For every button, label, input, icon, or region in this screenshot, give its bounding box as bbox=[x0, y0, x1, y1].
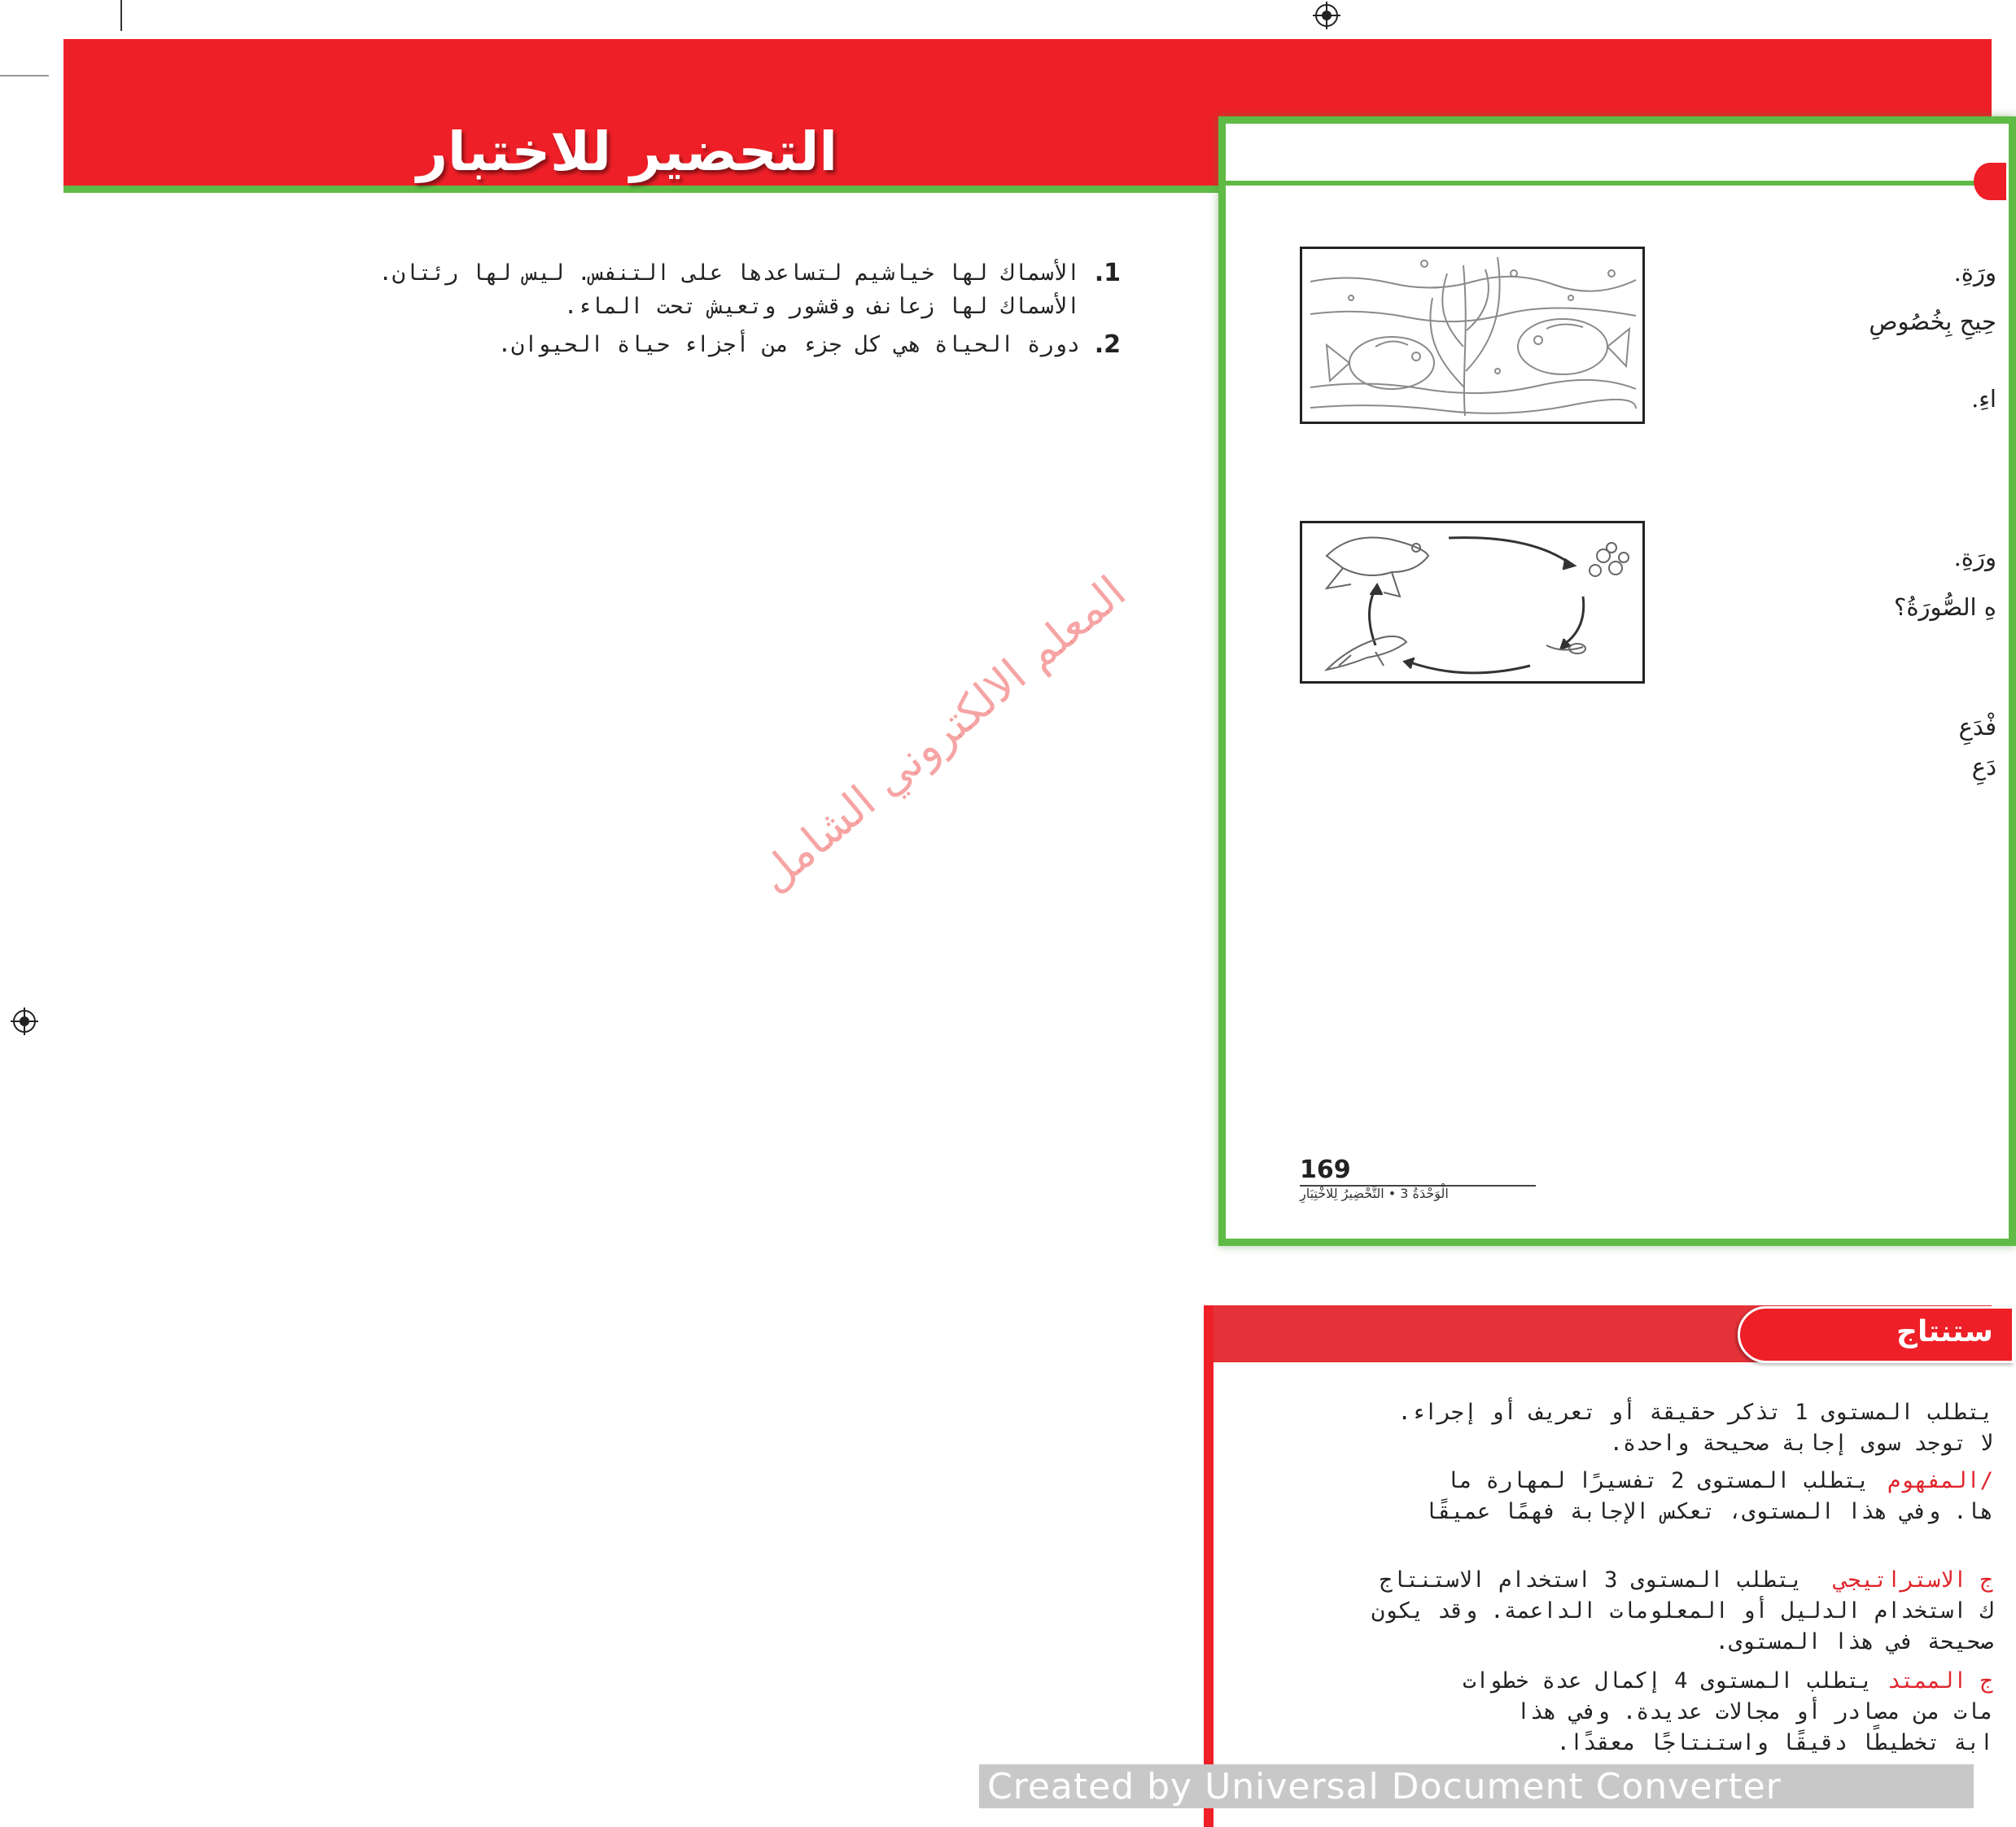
panel-line: يتطلب المستوى 3 استخدام الاستنتاج bbox=[1379, 1567, 1803, 1593]
panel-left-border bbox=[1204, 1305, 1214, 1827]
converter-banner-text: Created by Universal Document Converter bbox=[987, 1766, 1782, 1807]
panel-line: يتطلب المستوى 4 إكمال عدة خطوات bbox=[1463, 1668, 1873, 1694]
page-thumbnail-text: حِيحِ بِخُصُوصِ bbox=[1869, 308, 1996, 335]
watermark: المعلم الالكتروني الشامل bbox=[749, 566, 1135, 903]
panel-line: مات من مصادر أو مجالات عديدة. وفي هذا bbox=[1516, 1699, 1993, 1724]
list-item bbox=[291, 328, 1121, 361]
answer-number: 1. bbox=[1094, 259, 1121, 287]
page-thumbnail-marker bbox=[1974, 163, 2006, 200]
panel-line: يتطلب المستوى 1 تذكر حقيقة أو تعريف أو إجراء. bbox=[1397, 1400, 1993, 1425]
life-cycle-icon bbox=[1302, 523, 1642, 681]
page-thumbnail-text: دَعِ bbox=[1971, 753, 1996, 780]
page-thumbnail-rule bbox=[1223, 181, 2005, 186]
answer-text: دورة الحياة هي كل جزء من أجزاء حياة الحيوان. bbox=[497, 332, 1080, 357]
panel-term: /المفهوم bbox=[1887, 1468, 1993, 1493]
frog-life-cycle-illustration bbox=[1300, 521, 1645, 684]
fish-illustration bbox=[1300, 247, 1645, 424]
fish-plant-icon bbox=[1302, 249, 1642, 422]
registration-mark-icon bbox=[11, 1007, 38, 1035]
crop-mark-horizontal bbox=[0, 75, 49, 76]
page-thumbnail-text: هِ الصُّورَةُ؟ bbox=[1893, 593, 1996, 621]
panel-line: ابة تخطيطًا دقيقًا واستنتاجًا معقدًا. bbox=[1556, 1730, 1993, 1755]
panel-tab-label: ستنتاج bbox=[1896, 1315, 1993, 1348]
page-thumbnail-text: فْدَعِ bbox=[1958, 713, 1996, 741]
page-thumbnail-text: اءِ. bbox=[1971, 385, 1996, 413]
page-thumbnail-text: ورَةِ. bbox=[1953, 544, 1996, 571]
panel-term: ج الاستراتيجي bbox=[1834, 1567, 1993, 1593]
panel-line: لا توجد سوى إجابة صحيحة واحدة. bbox=[1609, 1431, 1993, 1456]
page-number: 169 bbox=[1300, 1156, 1351, 1184]
page-thumbnail-text: ورَةِ. bbox=[1953, 259, 1996, 286]
panel-line: صحيحة في هذا المستوى. bbox=[1715, 1629, 1993, 1654]
header-green-rule bbox=[63, 186, 1223, 193]
answer-number: 2. bbox=[1094, 330, 1121, 359]
registration-mark-icon bbox=[1313, 2, 1340, 29]
list-item bbox=[291, 256, 1121, 323]
panel-line: يتطلب المستوى 2 تفسيرًا لمهارة ما bbox=[1445, 1468, 1870, 1493]
page-title: التحضير للاختبار bbox=[416, 120, 837, 183]
panel-term: ج الممتد bbox=[1887, 1668, 1993, 1694]
answer-text: الأسماك لها خياشيم لتساعدها على التنفس. ليس لها رئتان. الأسماك لها زعانف وقشور وتعيش تحت الماء. bbox=[378, 260, 1080, 319]
answer-list bbox=[291, 256, 1121, 366]
panel-line: ها. وفي هذا المستوى، تعكس الإجابة فهمًا عميقًا bbox=[1424, 1499, 1993, 1524]
page-footer: الْوَحْدَةُ 3 • التَّحْضِيرُ لِلاخْتِبَارِ bbox=[1300, 1186, 1449, 1201]
panel-line: ك استخدام الدليل أو المعلومات الداعمة. وقد يكون bbox=[1371, 1598, 1993, 1624]
crop-mark-vertical bbox=[120, 0, 122, 31]
